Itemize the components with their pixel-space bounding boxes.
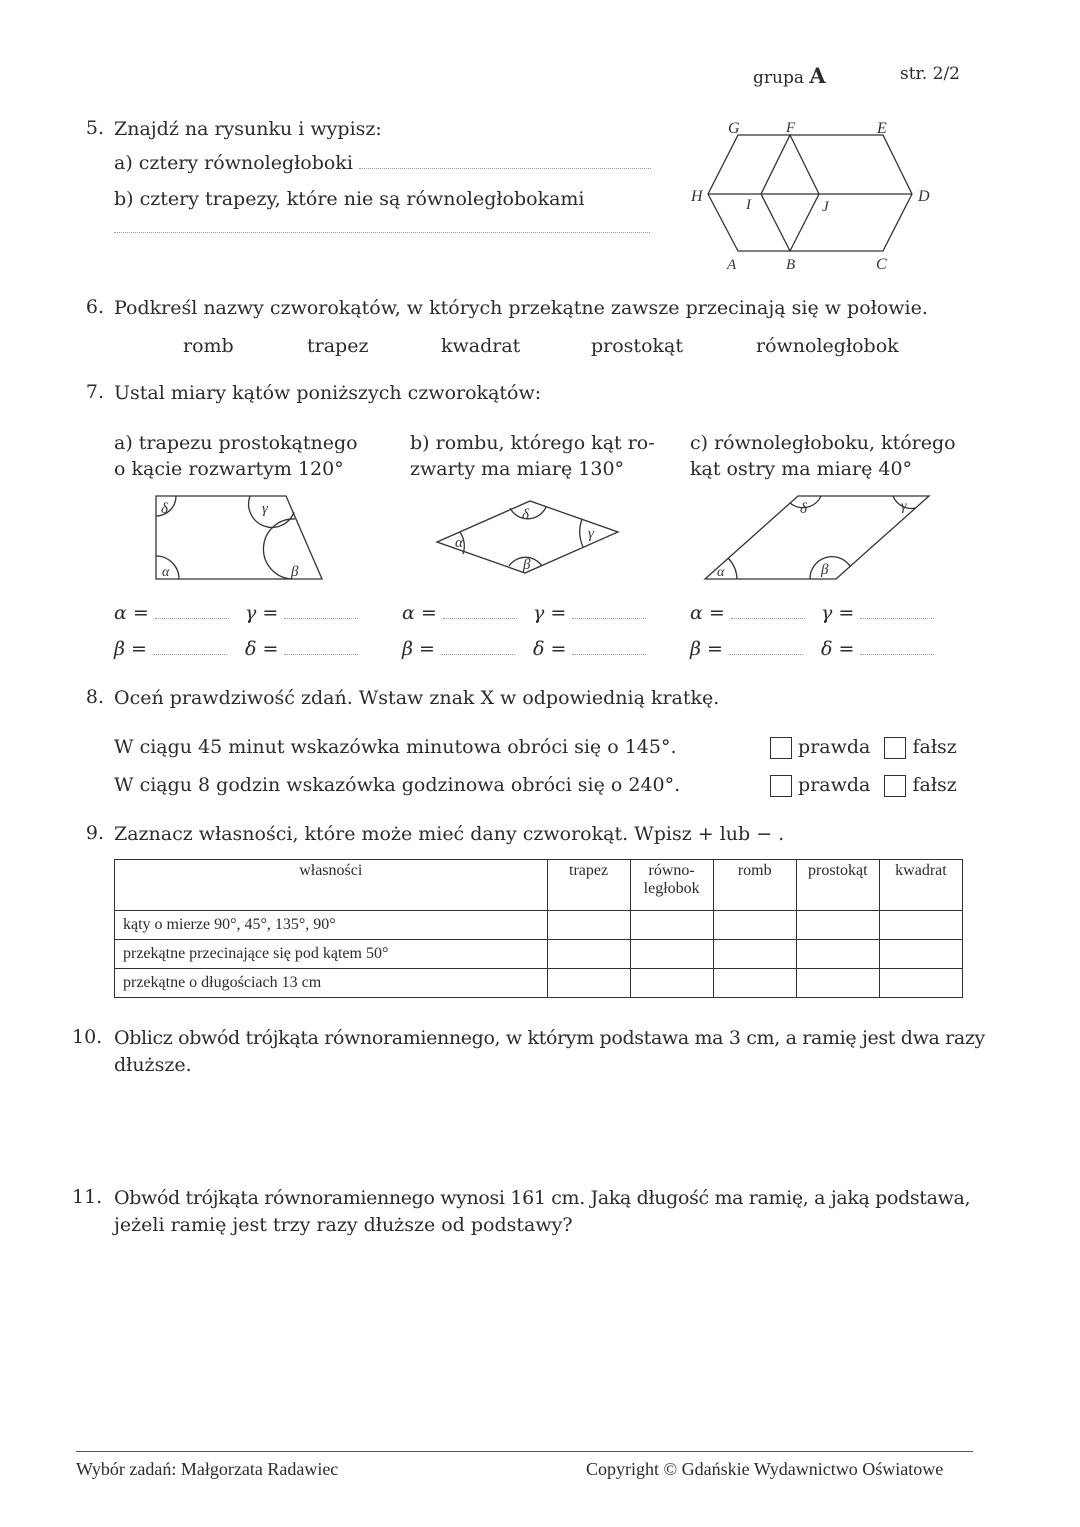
delta-c-field[interactable]: δ = [821,638,934,660]
task6-number: 6. [85,296,104,318]
angle-beta-b: β [523,557,531,573]
task7-prompt: Ustal miary kątów poniższych czworokątów: [114,382,542,404]
footer-author: Wybór zadań: Małgorzata Radawiec [76,1459,339,1479]
gamma-c-field[interactable]: γ = [821,602,934,624]
table-header-row [115,860,963,911]
table-cell[interactable] [796,911,879,940]
task8-statement-1: W ciągu 45 minut wskazówka minutowa obróci się o 145°. [114,736,677,758]
label-J: J [822,199,829,215]
task7-a-line1: a) trapezu prostokątnego [114,432,358,454]
angle-delta-b: δ [522,507,529,523]
task5-figure [680,112,940,277]
task11-number: 11. [72,1186,103,1208]
header-romb: romb [713,860,796,911]
checkbox-false-1[interactable] [884,737,906,759]
label-F: F [786,120,796,136]
beta-b-field[interactable]: β = [402,638,515,660]
table-cell[interactable] [630,940,713,969]
table-cell[interactable] [879,969,962,998]
task9-number: 9. [85,822,104,844]
option-rownoleglobok[interactable]: równoległobok [756,335,899,357]
true-label-1: prawda [798,736,871,758]
task8-row2-options [770,773,957,797]
option-prostokat[interactable]: prostokąt [591,335,683,357]
label-C: C [876,256,887,273]
parallelogram-figure [700,490,935,585]
task5-number: 5. [85,117,104,139]
task7-number: 7. [85,381,104,403]
angle-beta-c: β [821,562,829,578]
gamma-a-field[interactable]: γ = [245,602,358,624]
label-G: G [728,120,740,137]
option-romb[interactable]: romb [183,335,234,357]
table-cell[interactable] [713,969,796,998]
table-row [115,969,963,998]
angle-delta-c: δ [800,501,807,517]
checkbox-true-1[interactable] [770,737,792,759]
properties-table [114,859,963,998]
task7-b-line1: b) rombu, którego kąt ro- [410,432,655,454]
header-wlasnosci: własności [115,860,548,911]
alpha-c-field[interactable]: α = [690,602,805,624]
task10-line2: dłuższe. [114,1054,192,1076]
row-label: przekątne przecinające się pod kątem 50° [115,940,548,969]
false-label-2: fałsz [912,774,957,796]
header-trapez: trapez [547,860,630,911]
delta-a-field[interactable]: δ = [245,638,358,660]
row-label: przekątne o długościach 13 cm [115,969,548,998]
task7-b-line2: zwarty ma miarę 130° [410,458,625,480]
angle-gamma-a: γ [262,501,268,517]
table-cell[interactable] [796,940,879,969]
task10-line1: Oblicz obwód trójkąta równoramiennego, w którym podstawa ma 3 cm, a ramię jest dwa razy [114,1027,985,1049]
table-cell[interactable] [879,940,962,969]
group-label: grupa A [753,63,826,88]
table-cell[interactable] [630,969,713,998]
header-kwadrat: kwadrat [879,860,962,911]
table-cell[interactable] [547,969,630,998]
label-E: E [877,120,887,137]
task6-prompt: Podkreśl nazwy czworokątów, w których przekątne zawsze przecinają się w połowie. [114,297,928,319]
header-prostokat: prostokąt [796,860,879,911]
header-rownoleglobok: równo- ległobok [630,860,713,911]
task8-statement-2: W ciągu 8 godzin wskazówka godzinowa obróci się o 240°. [114,774,681,796]
table-cell[interactable] [796,969,879,998]
task10-number: 10. [72,1026,103,1048]
group-letter: A [809,63,826,88]
table-cell[interactable] [547,940,630,969]
task7-a-line2: o kącie rozwartym 120° [114,458,344,480]
task5-prompt: Znajdź na rysunku i wypisz: [114,118,382,140]
task8-row1-options [770,735,957,759]
beta-c-field[interactable]: β = [690,638,803,660]
task9-prompt: Zaznacz własności, które może mieć dany czworokąt. Wpisz + lub − . [114,823,785,845]
rhombus-figure [430,495,625,580]
label-I: I [746,197,751,213]
false-label-1: fałsz [912,736,957,758]
angle-gamma-b: γ [588,526,594,542]
angle-delta-a: δ [161,501,168,517]
label-D: D [918,188,930,205]
checkbox-false-2[interactable] [884,775,906,797]
alpha-a-field[interactable]: α = [114,602,229,624]
task8-number: 8. [85,686,104,708]
angle-alpha-a: α [162,565,170,580]
page-number: str. 2/2 [900,64,960,84]
task7-c-line2: kąt ostry ma miarę 40° [690,458,913,480]
table-cell[interactable] [713,911,796,940]
table-cell[interactable] [879,911,962,940]
angle-alpha-b: α [455,535,463,551]
footer-divider [76,1451,973,1452]
task5-answer-line[interactable] [114,232,650,233]
table-cell[interactable] [630,911,713,940]
angle-alpha-c: α [717,565,725,580]
task11-line1: Obwód trójkąta równoramiennego wynosi 161 cm. Jaką długość ma ramię, a jaką podstawa, [114,1187,971,1209]
gamma-b-field[interactable]: γ = [533,602,646,624]
trapezoid-figure [150,490,330,585]
alpha-b-field[interactable]: α = [402,602,517,624]
label-H: H [691,188,703,205]
table-row [115,911,963,940]
task8-prompt: Oceń prawdziwość zdań. Wstaw znak X w odpowiednią kratkę. [114,687,720,709]
table-cell[interactable] [547,911,630,940]
beta-a-field[interactable]: β = [114,638,227,660]
footer-copyright: Copyright © Gdańskie Wydawnictwo Oświatowe [586,1459,944,1479]
checkbox-true-2[interactable] [770,775,792,797]
angle-gamma-c: γ [901,499,907,514]
row-label: kąty o mierze 90°, 45°, 135°, 90° [115,911,548,940]
task5-b: b) cztery trapezy, które nie są równoległobokami [114,188,585,210]
task5-a: a) cztery równoległoboki [114,151,651,175]
option-kwadrat[interactable]: kwadrat [441,335,521,357]
task11-line2: jeżeli ramię jest trzy razy dłuższe od podstawy? [114,1214,573,1236]
true-label-2: prawda [798,774,871,796]
task7-c-line1: c) równoległoboku, którego [690,432,956,454]
delta-b-field[interactable]: δ = [533,638,646,660]
angle-beta-a: β [291,564,299,580]
label-B: B [786,257,796,273]
table-row [115,940,963,969]
option-trapez[interactable]: trapez [307,335,369,357]
label-A: A [727,257,737,273]
table-cell[interactable] [713,940,796,969]
